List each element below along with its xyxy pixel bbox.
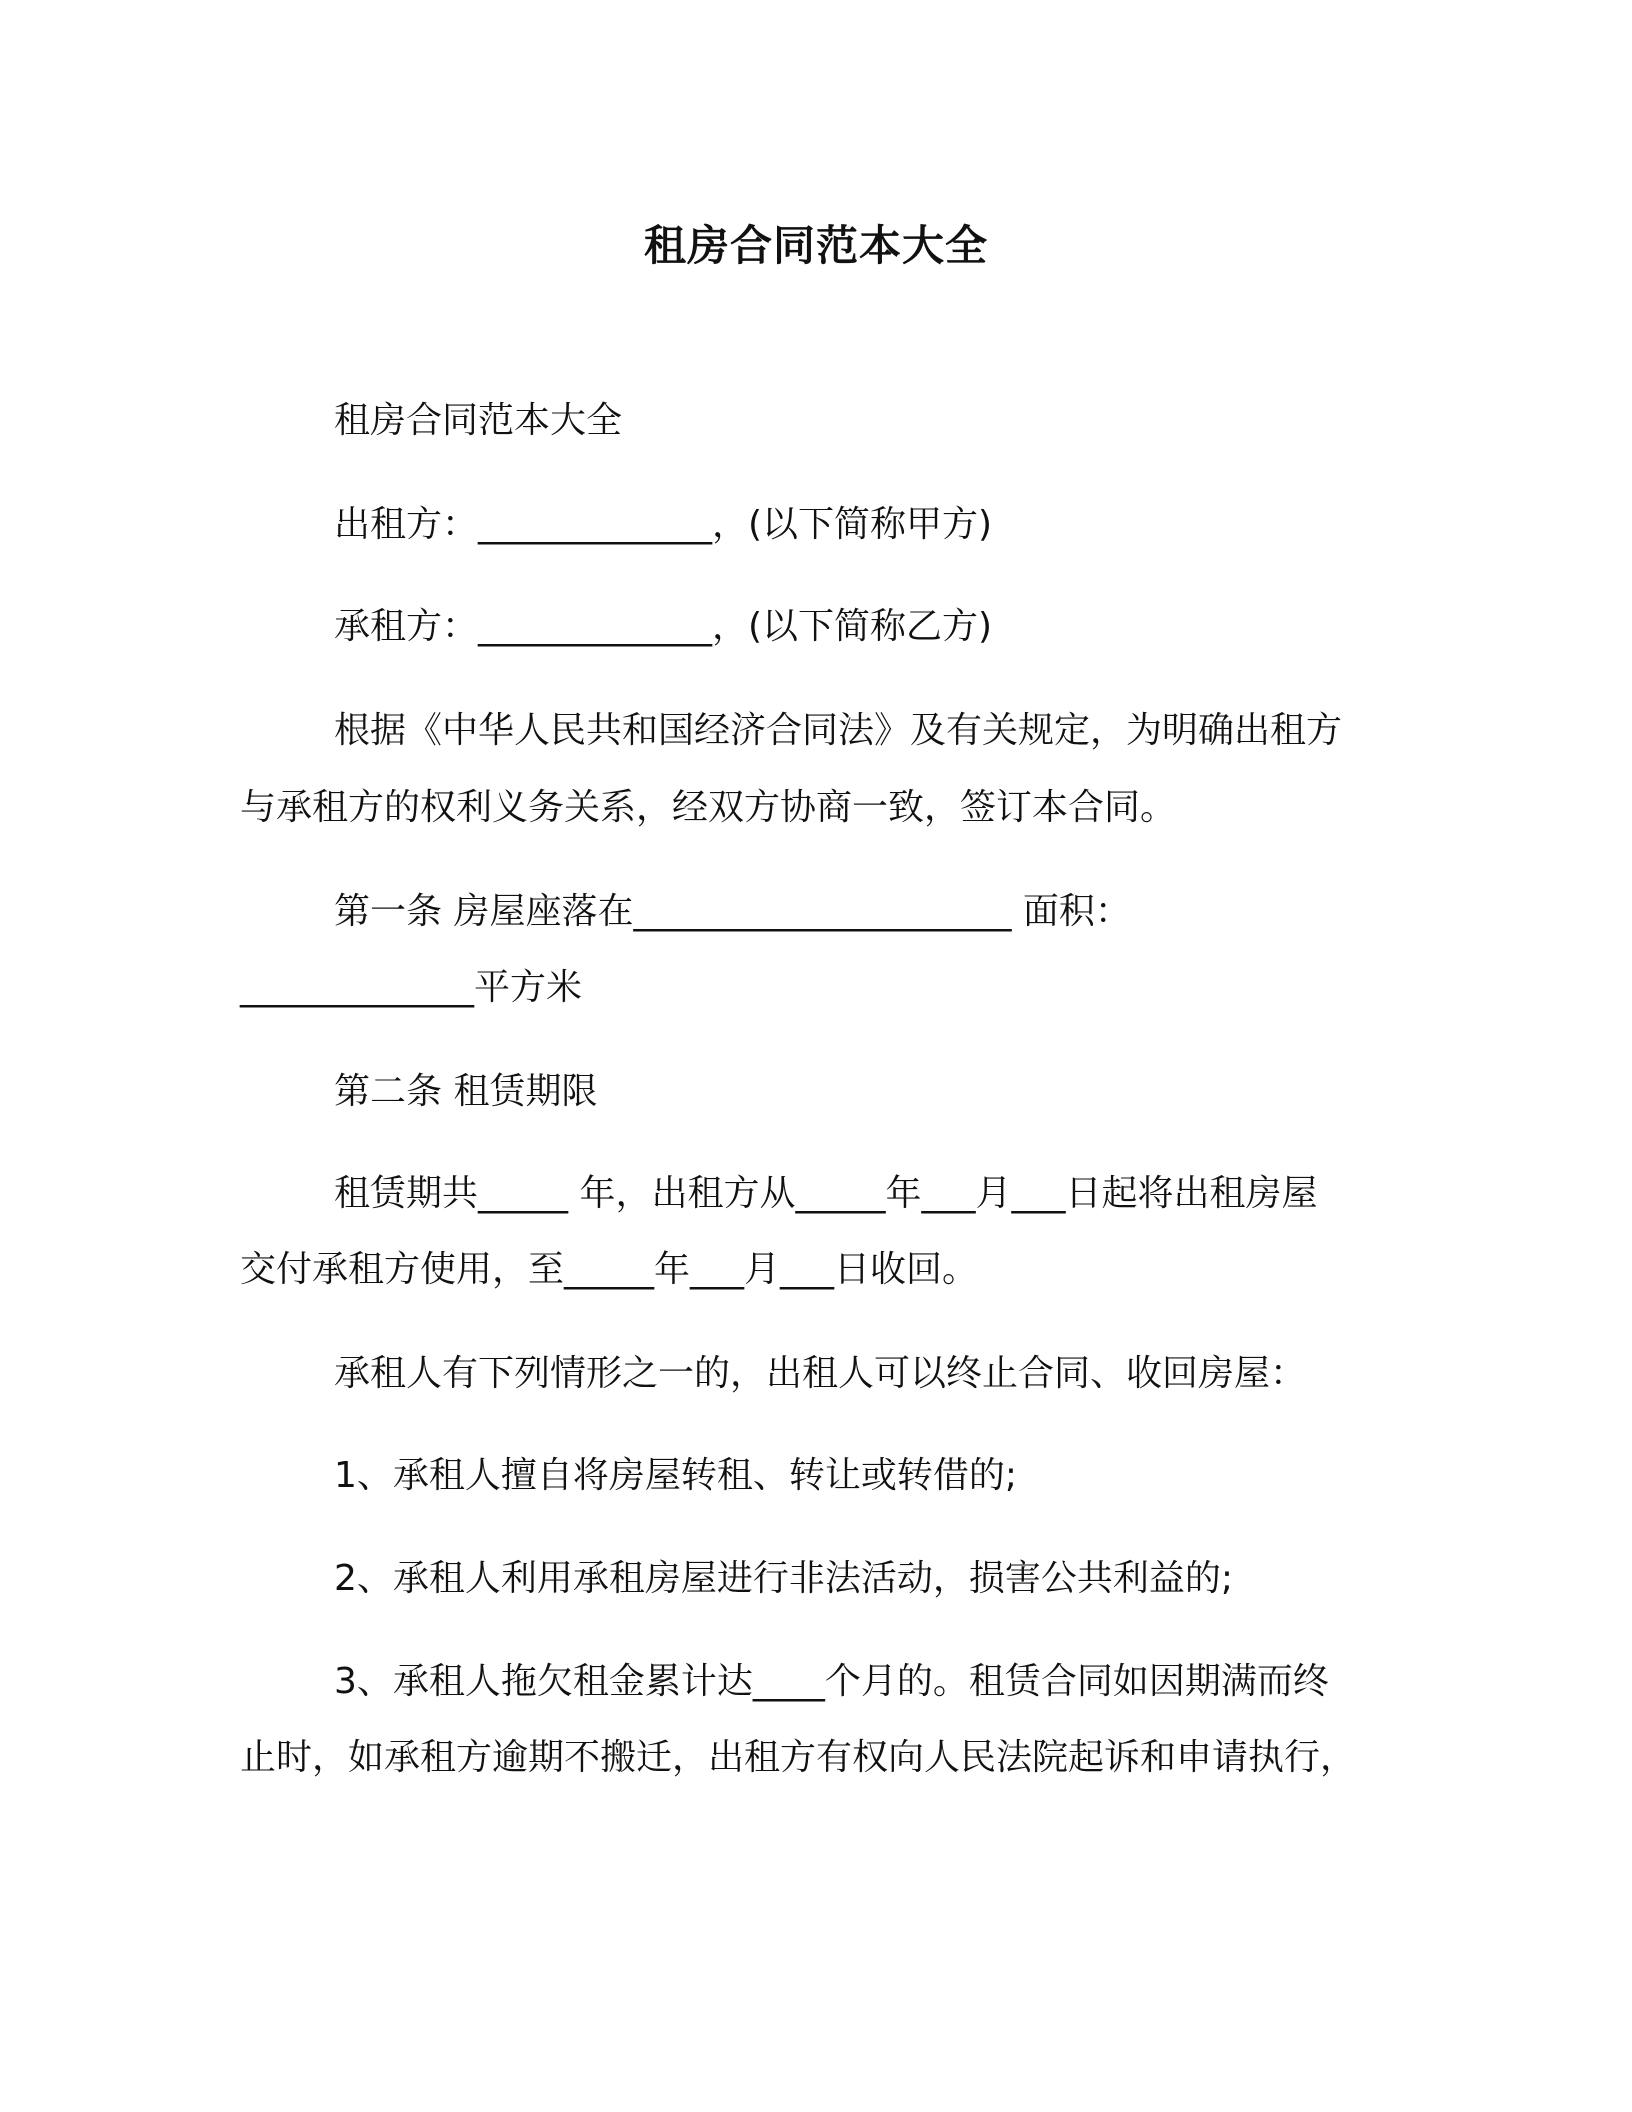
termination-item-1: 1、承租人擅自将房屋转租、转让或转借的; <box>334 1455 1018 1496</box>
termination-item-3-line-1: 3、承租人拖欠租金累计达____个月的。租赁合同如因期满而终 <box>334 1661 1329 1702</box>
article-1-line-1: 第一条 房屋座落在_____________________ 面积： <box>334 891 1131 932</box>
preamble-line-1: 根据《中华人民共和国经济合同法》及有关规定，为明确出租方 <box>334 710 1343 751</box>
termination-item-2: 2、承租人利用承租房屋进行非法活动，损害公共利益的; <box>334 1558 1234 1599</box>
lessor-line: 出租方：_____________，(以下简称甲方) <box>334 504 993 545</box>
article-1-line-2: _____________平方米 <box>240 967 583 1008</box>
termination-item-3-line-2: 止时，如承租方逾期不搬迁，出租方有权向人民法院起诉和申请执行， <box>240 1737 1357 1778</box>
preamble-line-2: 与承租方的权利义务关系，经双方协商一致，签订本合同。 <box>240 787 1177 828</box>
lease-term-line-1: 租赁期共_____ 年，出租方从_____年___月___日起将出租房屋 <box>334 1173 1318 1214</box>
article-2-heading: 第二条 租赁期限 <box>334 1071 598 1112</box>
paragraph-heading: 租房合同范本大全 <box>334 400 623 441</box>
lessee-line: 承租方：_____________，(以下简称乙方) <box>334 606 993 647</box>
termination-intro: 承租人有下列情形之一的，出租人可以终止合同、收回房屋： <box>334 1353 1307 1394</box>
document-title: 租房合同范本大全 <box>643 221 988 270</box>
lease-term-line-2: 交付承租方使用，至_____年___月___日收回。 <box>240 1249 979 1290</box>
